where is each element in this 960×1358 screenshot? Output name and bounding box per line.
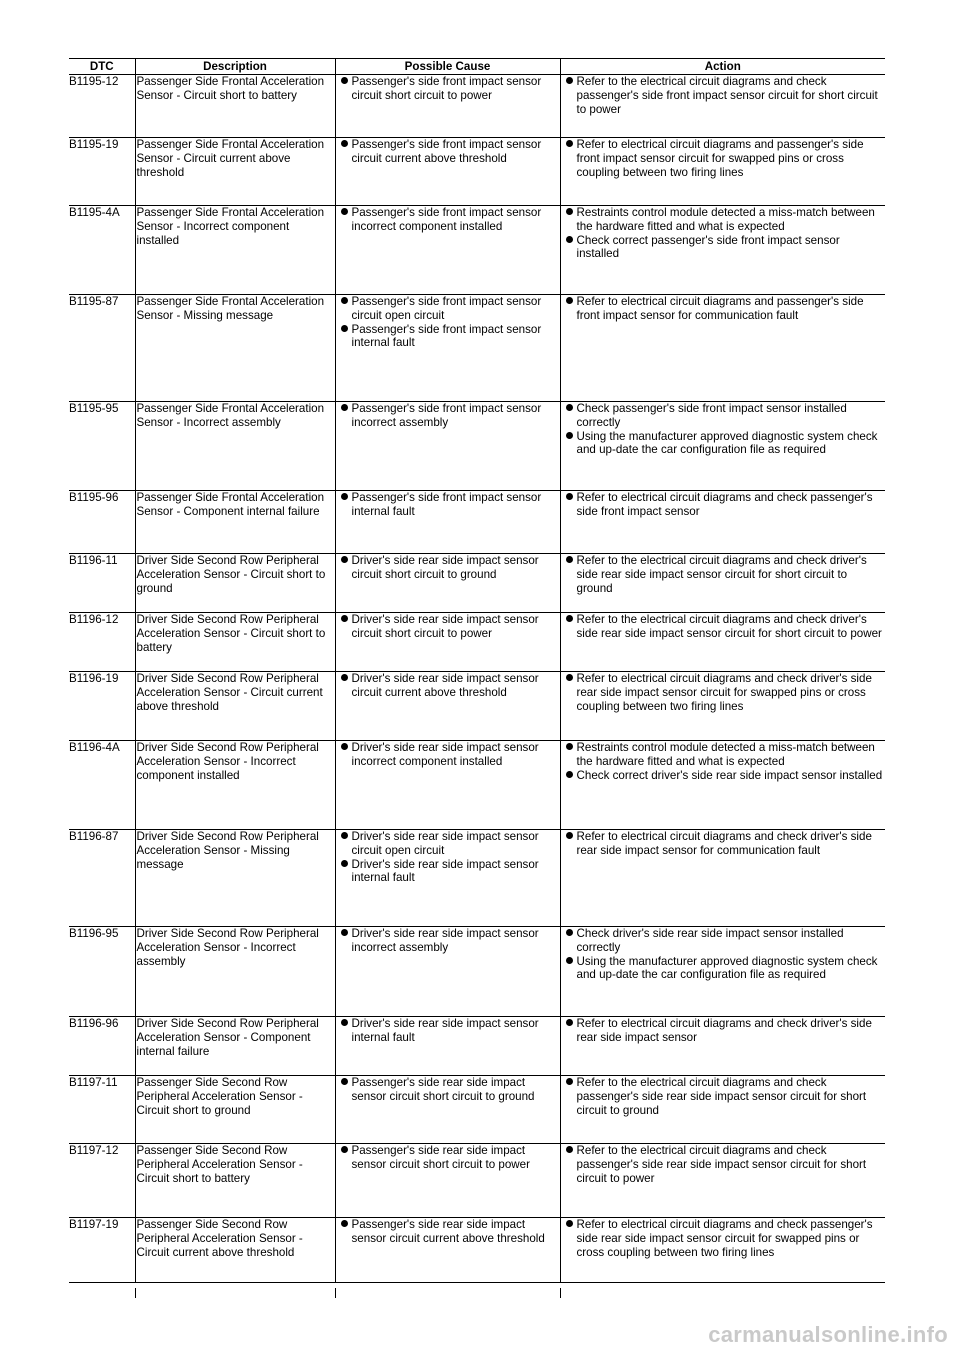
dtc-description: Driver Side Second Row Peripheral Acceleration Sensor - Circuit current above threshold bbox=[135, 672, 335, 741]
cause-item: Passenger's side front impact sensor circuit current above threshold bbox=[352, 138, 559, 166]
action-list bbox=[562, 295, 885, 323]
action-cell bbox=[560, 830, 885, 927]
dtc-description: Passenger Side Frontal Acceleration Sensor - Missing message bbox=[135, 295, 335, 402]
table-row bbox=[69, 1017, 885, 1076]
dtc-description: Driver Side Second Row Peripheral Acceleration Sensor - Missing message bbox=[135, 830, 335, 927]
action-cell bbox=[560, 554, 885, 613]
dtc-description: Passenger Side Second Row Peripheral Acceleration Sensor - Circuit short to battery bbox=[135, 1144, 335, 1218]
dtc-description: Passenger Side Frontal Acceleration Sensor - Component internal failure bbox=[135, 491, 335, 554]
action-list bbox=[562, 830, 885, 858]
possible-cause-cell bbox=[335, 672, 560, 741]
cause-list bbox=[337, 741, 559, 769]
table-row bbox=[69, 741, 885, 830]
possible-cause-cell bbox=[335, 295, 560, 402]
table-row bbox=[69, 491, 885, 554]
dtc-code: B1196-19 bbox=[69, 672, 135, 741]
table-row bbox=[69, 1218, 885, 1283]
action-list bbox=[562, 1144, 885, 1185]
action-list bbox=[562, 491, 885, 519]
cause-list bbox=[337, 1218, 559, 1246]
table-row bbox=[69, 1076, 885, 1144]
action-list bbox=[562, 206, 885, 261]
action-item: Refer to the electrical circuit diagrams and check driver's side rear side impact sensor circuit for short circuit to ground bbox=[577, 554, 885, 595]
table-body bbox=[69, 75, 885, 1283]
dtc-code: B1195-12 bbox=[69, 75, 135, 138]
action-cell bbox=[560, 402, 885, 491]
action-item: Check passenger's side front impact sensor installed correctly bbox=[577, 402, 885, 430]
action-item: Check correct passenger's side front impact sensor installed bbox=[577, 234, 885, 262]
cause-item: Passenger's side front impact sensor incorrect assembly bbox=[352, 402, 559, 430]
action-item: Refer to electrical circuit diagrams and check driver's side rear side impact sensor bbox=[577, 1017, 885, 1045]
action-cell bbox=[560, 741, 885, 830]
action-list bbox=[562, 138, 885, 179]
dtc-description: Passenger Side Frontal Acceleration Sensor - Circuit short to battery bbox=[135, 75, 335, 138]
table-row bbox=[69, 402, 885, 491]
possible-cause-cell bbox=[335, 206, 560, 295]
dtc-code: B1195-19 bbox=[69, 138, 135, 206]
action-item: Refer to electrical circuit diagrams and passenger's side front impact sensor for communication fault bbox=[577, 295, 885, 323]
action-cell bbox=[560, 1218, 885, 1283]
possible-cause-cell bbox=[335, 1218, 560, 1283]
cause-item: Passenger's side rear side impact sensor circuit short circuit to ground bbox=[352, 1076, 559, 1104]
cause-list bbox=[337, 1076, 559, 1104]
action-item: Check driver's side rear side impact sensor installed correctly bbox=[577, 927, 885, 955]
cause-item: Driver's side rear side impact sensor incorrect component installed bbox=[352, 741, 559, 769]
action-item: Refer to electrical circuit diagrams and check driver's side rear side impact sensor for communication fault bbox=[577, 830, 885, 858]
action-item: Refer to electrical circuit diagrams and check passenger's side rear side impact sensor circuit for swapped pins or cross coupling between two firing lines bbox=[577, 1218, 885, 1259]
action-cell bbox=[560, 138, 885, 206]
cause-item: Driver's side rear side impact sensor incorrect assembly bbox=[352, 927, 559, 955]
table-row bbox=[69, 830, 885, 927]
action-item: Refer to electrical circuit diagrams and check driver's side rear side impact sensor circuit for swapped pins or cross coupling between two firing lines bbox=[577, 672, 885, 713]
action-cell bbox=[560, 75, 885, 138]
cause-item: Driver's side rear side impact sensor internal fault bbox=[352, 858, 559, 886]
cause-list bbox=[337, 75, 559, 103]
cause-list bbox=[337, 295, 559, 350]
dtc-code: B1196-11 bbox=[69, 554, 135, 613]
table-row bbox=[69, 138, 885, 206]
possible-cause-cell bbox=[335, 830, 560, 927]
action-cell bbox=[560, 672, 885, 741]
header-dtc: DTC bbox=[69, 59, 135, 75]
cause-item: Passenger's side rear side impact sensor circuit current above threshold bbox=[352, 1218, 559, 1246]
cause-list bbox=[337, 613, 559, 641]
dtc-code: B1195-4A bbox=[69, 206, 135, 295]
dtc-code: B1195-96 bbox=[69, 491, 135, 554]
cause-item: Driver's side rear side impact sensor internal fault bbox=[352, 1017, 559, 1045]
cause-item: Driver's side rear side impact sensor circuit current above threshold bbox=[352, 672, 559, 700]
header-possible-cause: Possible Cause bbox=[335, 59, 560, 75]
action-list bbox=[562, 927, 885, 982]
possible-cause-cell bbox=[335, 554, 560, 613]
action-list bbox=[562, 1076, 885, 1117]
dtc-code: B1197-12 bbox=[69, 1144, 135, 1218]
cause-list bbox=[337, 1144, 559, 1172]
dtc-description: Passenger Side Second Row Peripheral Acceleration Sensor - Circuit short to ground bbox=[135, 1076, 335, 1144]
table-header-row bbox=[69, 59, 885, 75]
action-list bbox=[562, 741, 885, 782]
action-item: Using the manufacturer approved diagnostic system check and up-date the car configuration file as required bbox=[577, 955, 885, 983]
action-cell bbox=[560, 613, 885, 672]
cause-list bbox=[337, 672, 559, 700]
table-row bbox=[69, 672, 885, 741]
dtc-code: B1196-95 bbox=[69, 927, 135, 1017]
action-list bbox=[562, 1218, 885, 1259]
cause-list bbox=[337, 927, 559, 955]
dtc-table bbox=[69, 58, 885, 1283]
action-item: Refer to the electrical circuit diagrams and check passenger's side rear side impact sensor circuit for short circuit to power bbox=[577, 1144, 885, 1185]
action-cell bbox=[560, 1017, 885, 1076]
cause-item: Passenger's side front impact sensor incorrect component installed bbox=[352, 206, 559, 234]
cause-item: Driver's side rear side impact sensor circuit short circuit to ground bbox=[352, 554, 559, 582]
table-row bbox=[69, 554, 885, 613]
cause-list bbox=[337, 402, 559, 430]
action-item: Restraints control module detected a miss-match between the hardware fitted and what is expected bbox=[577, 741, 885, 769]
cause-item: Passenger's side front impact sensor internal fault bbox=[352, 491, 559, 519]
dtc-code: B1196-87 bbox=[69, 830, 135, 927]
table-row bbox=[69, 295, 885, 402]
possible-cause-cell bbox=[335, 75, 560, 138]
action-cell bbox=[560, 295, 885, 402]
action-item: Refer to electrical circuit diagrams and passenger's side front impact sensor circuit for swapped pins or cross coupling between two firing lines bbox=[577, 138, 885, 179]
dtc-code: B1196-4A bbox=[69, 741, 135, 830]
cause-list bbox=[337, 206, 559, 234]
table-continuation bbox=[69, 1288, 885, 1298]
possible-cause-cell bbox=[335, 402, 560, 491]
cause-item: Passenger's side front impact sensor circuit open circuit bbox=[352, 295, 559, 323]
dtc-code: B1195-95 bbox=[69, 402, 135, 491]
possible-cause-cell bbox=[335, 1017, 560, 1076]
action-list bbox=[562, 75, 885, 116]
dtc-description: Driver Side Second Row Peripheral Acceleration Sensor - Incorrect assembly bbox=[135, 927, 335, 1017]
dtc-description: Driver Side Second Row Peripheral Acceleration Sensor - Circuit short to battery bbox=[135, 613, 335, 672]
header-description: Description bbox=[135, 59, 335, 75]
dtc-description: Passenger Side Frontal Acceleration Sensor - Incorrect component installed bbox=[135, 206, 335, 295]
dtc-code: B1195-87 bbox=[69, 295, 135, 402]
cause-list bbox=[337, 138, 559, 166]
dtc-description: Driver Side Second Row Peripheral Acceleration Sensor - Circuit short to ground bbox=[135, 554, 335, 613]
action-cell bbox=[560, 927, 885, 1017]
dtc-description: Passenger Side Second Row Peripheral Acceleration Sensor - Circuit current above threshold bbox=[135, 1218, 335, 1283]
dtc-code: B1197-19 bbox=[69, 1218, 135, 1283]
dtc-code: B1197-11 bbox=[69, 1076, 135, 1144]
action-item: Refer to the electrical circuit diagrams and check passenger's side front impact sensor circuit for short circuit to power bbox=[577, 75, 885, 116]
header-action: Action bbox=[560, 59, 885, 75]
dtc-description: Passenger Side Frontal Acceleration Sensor - Circuit current above threshold bbox=[135, 138, 335, 206]
action-item: Refer to the electrical circuit diagrams and check passenger's side rear side impact sensor circuit for short circuit to ground bbox=[577, 1076, 885, 1117]
cause-item: Passenger's side front impact sensor internal fault bbox=[352, 323, 559, 351]
action-cell bbox=[560, 206, 885, 295]
possible-cause-cell bbox=[335, 741, 560, 830]
action-cell bbox=[560, 491, 885, 554]
table-row bbox=[69, 206, 885, 295]
table-row bbox=[69, 75, 885, 138]
possible-cause-cell bbox=[335, 613, 560, 672]
action-item: Restraints control module detected a miss-match between the hardware fitted and what is expected bbox=[577, 206, 885, 234]
action-item: Refer to the electrical circuit diagrams and check driver's side rear side impact sensor circuit for short circuit to power bbox=[577, 613, 885, 641]
cause-list bbox=[337, 554, 559, 582]
dtc-code: B1196-12 bbox=[69, 613, 135, 672]
cause-item: Driver's side rear side impact sensor circuit short circuit to power bbox=[352, 613, 559, 641]
possible-cause-cell bbox=[335, 1144, 560, 1218]
action-item: Check correct driver's side rear side impact sensor installed bbox=[576, 768, 883, 782]
action-list bbox=[562, 672, 885, 713]
action-cell bbox=[560, 1144, 885, 1218]
possible-cause-cell bbox=[335, 491, 560, 554]
possible-cause-cell bbox=[335, 138, 560, 206]
dtc-description: Passenger Side Frontal Acceleration Sensor - Incorrect assembly bbox=[135, 402, 335, 491]
table-row bbox=[69, 927, 885, 1017]
table-row bbox=[69, 1144, 885, 1218]
watermark: carmanualsonline.info bbox=[708, 1322, 948, 1347]
action-list bbox=[562, 554, 885, 595]
action-item: Refer to electrical circuit diagrams and check passenger's side front impact sensor bbox=[577, 491, 885, 519]
dtc-code: B1196-96 bbox=[69, 1017, 135, 1076]
cause-item: Passenger's side rear side impact sensor circuit short circuit to power bbox=[352, 1144, 559, 1172]
action-list bbox=[562, 1017, 885, 1045]
action-item: Using the manufacturer approved diagnostic system check and up-date the car configuration file as required bbox=[577, 430, 885, 458]
dtc-description: Driver Side Second Row Peripheral Acceleration Sensor - Incorrect component installed bbox=[135, 741, 335, 830]
cause-list bbox=[337, 491, 559, 519]
possible-cause-cell bbox=[335, 1076, 560, 1144]
cause-list bbox=[337, 830, 559, 885]
possible-cause-cell bbox=[335, 927, 560, 1017]
action-list bbox=[562, 402, 885, 457]
table-row bbox=[69, 613, 885, 672]
cause-item: Passenger's side front impact sensor circuit short circuit to power bbox=[352, 75, 559, 103]
action-list bbox=[562, 613, 885, 641]
dtc-description: Driver Side Second Row Peripheral Acceleration Sensor - Component internal failure bbox=[135, 1017, 335, 1076]
action-cell bbox=[560, 1076, 885, 1144]
cause-item: Driver's side rear side impact sensor circuit open circuit bbox=[352, 830, 559, 858]
cause-list bbox=[337, 1017, 559, 1045]
